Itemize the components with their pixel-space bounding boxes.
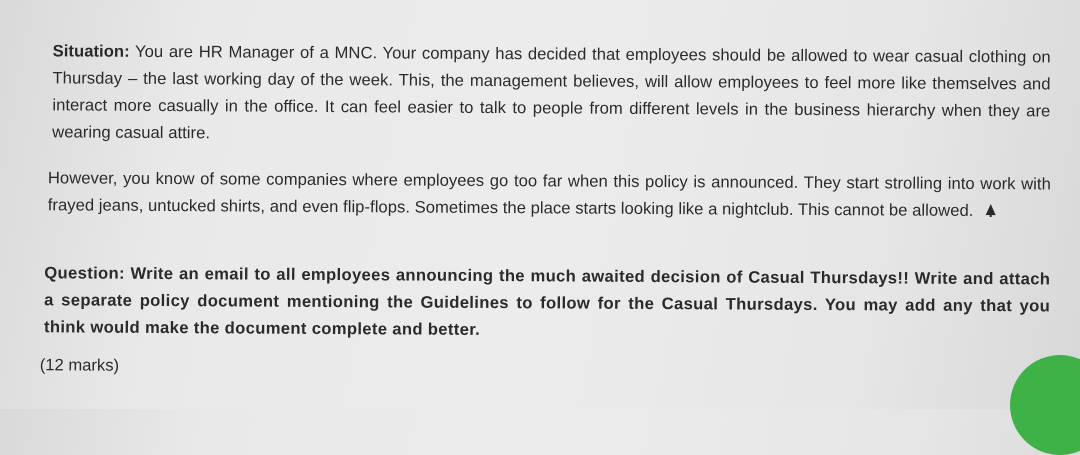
question-paragraph: Question: Write an email to all employees announcing the much awaited decision of Casual Thursdays!! Write and attach a separate policy document mentioning the Guidelines to follow for the Casual Thursdays. You may add any that you think would make the document complete and better. — [43, 263, 1051, 339]
situation-label: Situation: — [52, 41, 130, 61]
marks-label: (12 marks) — [39, 355, 120, 375]
situation-paragraph — [52, 37, 1051, 151]
however-paragraph — [48, 164, 1051, 224]
mouse-cursor-icon — [985, 204, 995, 215]
however-text: However, you know of some companies where employees go too far when this policy is announced. They start strolling into work with frayed jeans, untucked shirts, and even flip-flops. Sometimes the place starts looking like a nightclub. This cannot be allowed. — [47, 168, 1051, 220]
situation-text: You are HR Manager of a MNC. Your company has decided that employees should be allowed to wear casual clothing on Thursday – the last working day of the week. This, the management believes, will allow employees to feel more like themselves and interact more casually in the office. It can feel easier to talk to people from different levels in the business hierarchy when they are wearing casual attire. — [52, 41, 1051, 143]
